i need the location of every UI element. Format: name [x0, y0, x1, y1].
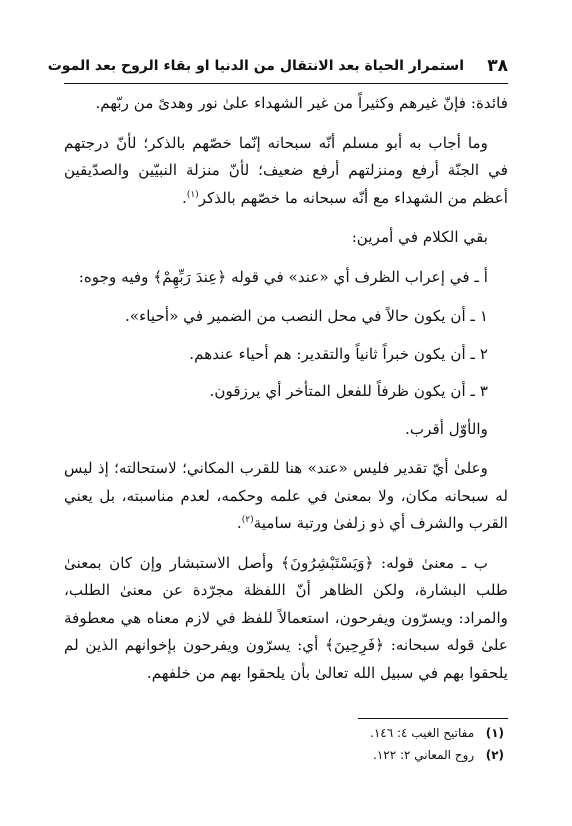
footnote-1: [64, 722, 508, 744]
footnote-text: مفاتيح الغيب ٤: ١٤٦.: [370, 726, 475, 740]
paragraph-6-end: .: [236, 514, 242, 532]
footnote-number: (٢): [485, 748, 504, 762]
running-title: استمرار الحياة بعد الانتقال من الدنيا او بقاء الروح بعد الموت: [47, 58, 464, 74]
footnote-ref-1: (١): [186, 189, 199, 200]
paragraph-2-end: .: [181, 188, 187, 207]
footnote-rule: [358, 718, 508, 719]
paragraph-2-text: وما أجاب به أبو مسلم أنّه سبحانه إنّما خصّهم بالذكر؛ لأنّ درجتهم في الجنّة أرفع ومنزلتهم أرفع ضعيف؛ لأنّ منزلة النبيّين والصدّيقين أعظم من الشهداء مع أنّه سبحانه ما خصّهم بالذكر: [64, 133, 508, 207]
page-number: ٣٨: [487, 56, 508, 76]
paragraph-7: ب ـ معنىٰ قوله: ﴿وَيَسْتَبْشِرُونَ﴾ وأصل الاستبشار وإن كان بمعنىٰ طلب البشارة، ولكن الظاهر أنّ اللفظة مجرّدة عن معنىٰ الطلب، والمراد: ويسرّون ويفرحون، استعمالاً للفظ في لازم معناه هي معطوفة علىٰ قوله سبحانه: ﴿فَرِحِينَ﴾ أي: يسرّون ويفرحون بإخوانهم الذين لم يلحقوا بهم في سبيل الله تعالىٰ بأن يلحقوا بهم من خلفهم.: [64, 553, 508, 682]
paragraph-3: بقي الكلام في أمرين:: [351, 228, 488, 246]
page-header: [47, 52, 508, 82]
footnote-2: [64, 744, 508, 766]
list-item-3: ٣ ـ أن يكون ظرفاً للفعل المتأخر أي يرزقون.: [209, 382, 488, 400]
paragraph-1: فائدة: فإنّ غيرهم وكثيراً من غير الشهداء علىٰ نور وهدىً من ربّهم.: [95, 94, 508, 112]
list-item-2: ٢ ـ أن يكون خبراً ثانياً والتقدير: هم أحياء عندهم.: [189, 344, 488, 363]
footnotes: [64, 722, 508, 766]
list-item-1: ١ ـ أن يكون حالاً في محل النصب من الضمير في «أحياء».: [124, 307, 488, 325]
paragraph-6-text: وعلىٰ أيّ تقدير فليس «عند» هنا للقرب المكاني؛ لاستحالته؛ إذ ليس له سبحانه مكان، ولا بمعنىٰ في علمه وحكمه، لعدم مناسبته، بل يعني القرب والشرف أي ذو زلفىٰ ورتبة سامية: [64, 459, 508, 532]
paragraph-5: والأوّل أقرب.: [405, 419, 488, 438]
header-rule: [64, 83, 508, 84]
paragraph-6: [64, 455, 508, 538]
paragraph-4: أ ـ في إعراب الظرف أي «عند» في قوله ﴿عِندَ رَبِّهِمْ﴾ وفيه وجوه:: [78, 267, 488, 286]
paragraph-2: [64, 130, 508, 213]
footnote-text: روح المعاني ٢: ١٢٢.: [373, 748, 475, 762]
footnote-number: (١): [485, 726, 504, 740]
main-text: [64, 90, 508, 699]
footnote-ref-2: (٢): [241, 514, 254, 525]
